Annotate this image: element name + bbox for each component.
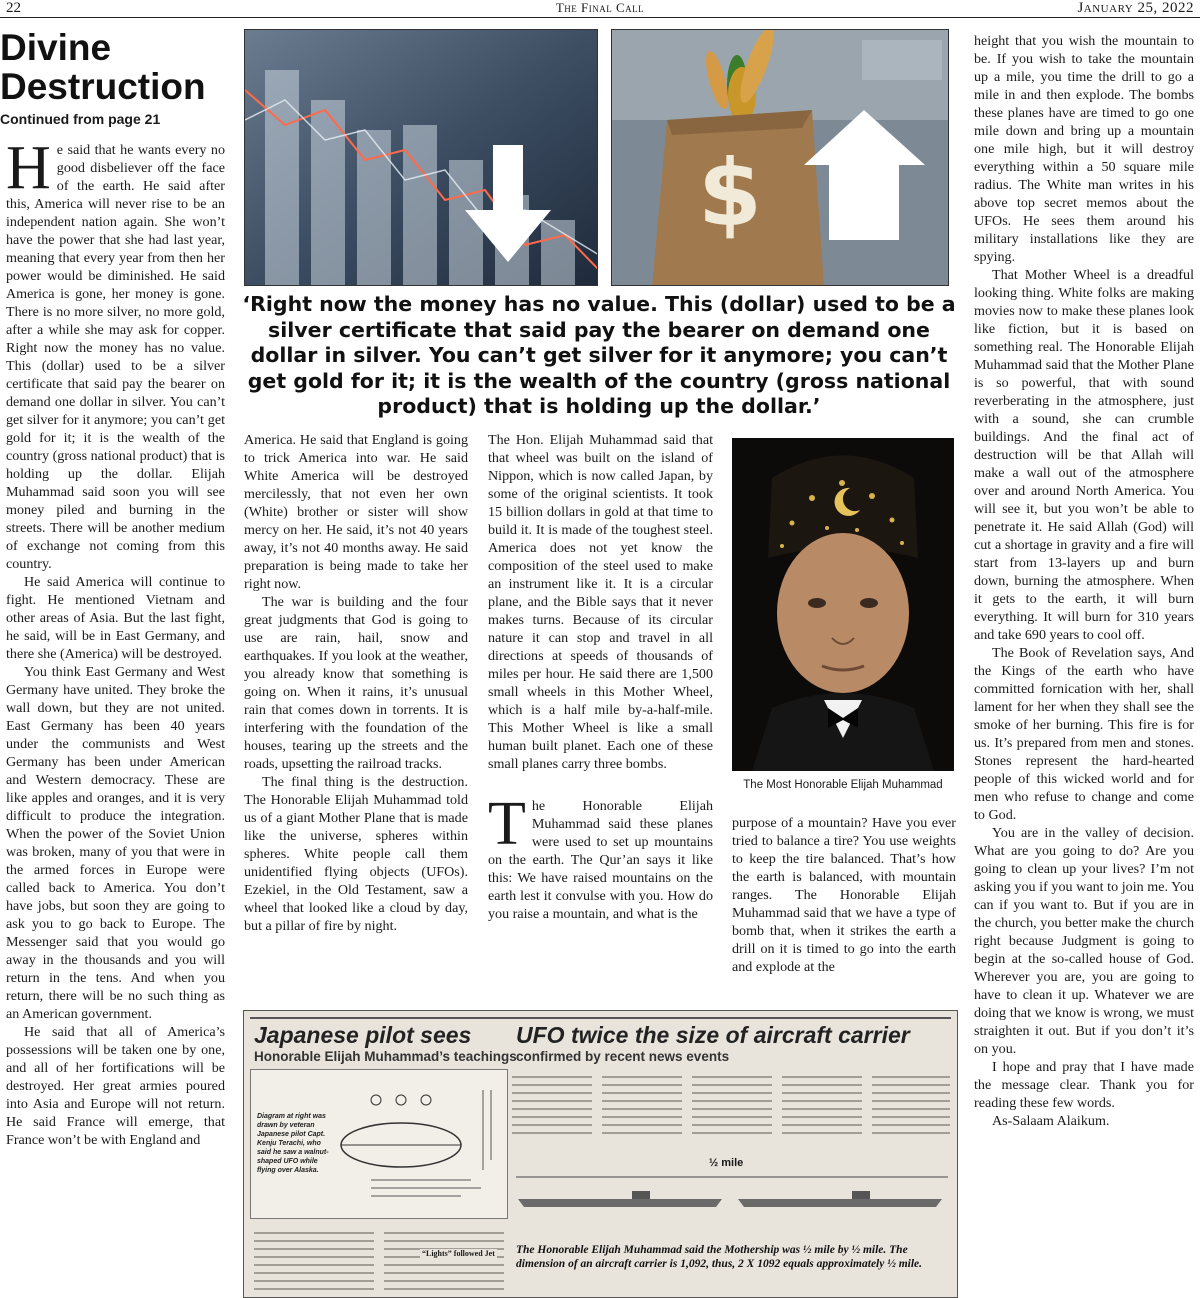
half-mile-label: ½ mile [709, 1157, 744, 1169]
dollar-sign: $ [697, 140, 763, 247]
col5-paragraph-6: As-Salaam Alaikum. [992, 1113, 1110, 1129]
newspaper-clipping-image [243, 1010, 958, 1298]
col2-paragraph-2: The war is building and the four great judgments that God is going to use are rain, hail, snow and earthquakes. If you look at the weather, you already know that something is going on. When it rains, it’s unusual rain that comes down in torrents. It is interfering with the foundation of the houses, tearing up the streets and the roads, upsetting the railroad tracks. [244, 594, 468, 772]
clipping-lower-left-text [250, 1223, 508, 1293]
clipping-subtitle-left: Honorable Elijah Muhammad’s teachings [254, 1049, 517, 1064]
drop-cap-t: T [488, 790, 526, 858]
article-column-2 [244, 431, 468, 991]
drop-cap-h: H [6, 141, 51, 202]
chart-illustration [245, 30, 598, 286]
col5-paragraph-2: That Mother Wheel is a dreadful looking thing. White folks are making movies now to make these planes look like fiction, but it is based on something real. The Honorable Elijah Muhammad said that the Mother Plane is so powerful, that with sound reverberating in the atmosphere, just with a sound, she can crumble buildings. And the final act of destruction will be that Allah will make a wall out of the atmosphere over and around North America. You will see it, but you won’t be able to penetrate it. He said Allah (God) will cut a shortage in gravity and a fire will start from 13-layers up and burn down, burning the atmosphere. When it gets to the earth, it will burn everything. It will burn for 310 years and take 690 years to cool off. [974, 267, 1194, 643]
clipping-subtitle-right: confirmed by recent news events [516, 1049, 730, 1064]
article-column-1 [6, 141, 225, 1296]
clipping-lower-lines [250, 1223, 508, 1293]
grocery-bag-image [611, 29, 949, 286]
col4-paragraph-1: purpose of a mountain? Have you ever tried to balance a tire? You use weights to keep the tire balanced. That’s how the earth is balanced, with mountain ranges. The Honorable Elijah Muhammad said that we have a type of bomb that, when it strikes the earth a drill on it is timed to go into the earth and explode at the [732, 815, 956, 975]
publication-name: The Final Call [555, 0, 645, 15]
page-number: 22 [6, 0, 21, 16]
diagram-caption: Diagram at right was drawn by veteran Japanese pilot Capt. Kenju Terachi, who said he saw a walnut-shaped UFO while flying over Alaska. [257, 1113, 329, 1174]
carriers-illustration [512, 1171, 952, 1217]
article-column-3 [488, 431, 713, 991]
col5-paragraph-1: height that you wish the mountain to be. If you wish to take the mountain up a mile, you time the drill to go a mile in and then explode. The bombs these planes have are timed to go one mile down and bring up a mountain one mile high, but it will destroy everything within a 50 square mile radius. The White man writes in his above top secret memos about the UFOs. He sees them around his military installations like they are spying. [974, 33, 1194, 265]
col5-paragraph-5: I hope and pray that I have made the message clear. Thank you for reading these few words. [974, 1059, 1194, 1111]
col5-paragraph-3: The Book of Revelation says, And the Kings of the earth who have committed fornication with her, shall lament for her when they shall see the smoke of her burning. This fire is for us. It’s prepared from men and stones. Stones represent the hard-hearted people of this wicked world and for men who refuse to change and come to God. [974, 645, 1194, 823]
photo-caption: The Most Honorable Elijah Muhammad [743, 779, 943, 791]
ufo-diagram-panel [250, 1069, 508, 1219]
pull-quote: ‘Right now the money has no value. This (dollar) used to be a silver certificate that said pay the bearer on demand one dollar in silver. You can’t get silver for it anymore; you can’t get gold for it; it is the wealth of the country (gross national product) that is holding up the dollar.’ [242, 292, 956, 418]
portrait-illustration [732, 438, 954, 771]
col3-paragraph-2: he Honorable Elijah Muhammad said these planes were used to set up mountains on the earth. The Qur’an says it like this: We have raised mountains on the earth lest it convulse with you. How do you raise a mountain, and what is the [488, 798, 713, 922]
continued-from: Continued from page 21 [0, 111, 161, 127]
article-headline: Divine Destruction [0, 27, 206, 107]
clipping-text-lines [512, 1069, 952, 1157]
lights-subhead: “Lights” followed Jet [422, 1249, 495, 1258]
aircraft-carriers-drawing [512, 1171, 952, 1217]
article-column-4 [732, 814, 956, 994]
clipping-title-right: UFO twice the size of aircraft carrier [516, 1022, 910, 1048]
grocery-illustration [612, 30, 949, 286]
clipping-title-left: Japanese pilot sees [254, 1022, 472, 1048]
col1-paragraph-1: e said that he wants every no good disbeliever off the face of the earth. He said after this, America will never rise to be an independent nation again. She won’t have the power that she had last year, meaning that every year from then her power would be diminished. He said America is gone, her money is gone. There is no more silver, no more gold, after a while she may ask for copper. Right now the money has no value. This (dollar) used to be a silver certificate that said pay the bearer on demand one dollar in silver. You can’t get silver for it anymore; you can’t get gold for it; it is the wealth of the country (gross national product) that is holding up the dollar. Elijah Muhammad said soon you will see money piled and burning in the streets. There will be another medium of exchange not coming from this country. [6, 142, 225, 572]
clipping-bottom-quote: The Honorable Elijah Muhammad said the Mothership was ½ mile by ½ mile. The dimension of an aircraft carrier is 1,092, thus, 2 X 1092 equals approximately ½ mile. [516, 1244, 923, 1270]
col1-paragraph-2: He said America will continue to fight. He mentioned Vietnam and other areas of Asia. But the last fight, he said, will be in East Germany, and there she (America) will be destroyed. [6, 574, 225, 662]
col2-paragraph-3: The final thing is the destruction. The Honorable Elijah Muhammad told us of a giant Mother Plane that is made like the universe, spheres within spheres. White people call them unidentified flying objects (UFOs). Ezekiel, in the Old Testament, saw a wheel that looked like a cloud by day, but a pillar of fire by night. [244, 774, 468, 934]
issue-date: January 25, 2022 [1077, 0, 1194, 16]
col3-paragraph-1: The Hon. Elijah Muhammad said that that wheel was built on the island of Nippon, which is now called Japan, by some of the original scientists. It took 15 billion dollars in gold at that time to build it. It is made of the toughest steel. America does not yet know the composition of the steel used to make an instrument like it. It is a circular plane, and the Bible says that it never makes turns. Because of its circular nature it can stop and travel in all directions at speeds of thousands of miles per hour. He said there are 1,500 small wheels in this Mother Wheel, which is a half mile by-a-half-mile. This Mother Wheel is like a small human built planet. Each one of these small planes carry three bombs. [488, 432, 713, 772]
col1-paragraph-3: You think East Germany and West Germany have united. They broke the wall down, but they are not united. East Germany has been 40 years under the communists and West Germany has been under American and Western democracy. These are like apples and oranges, and it is very difficult to produce the integration. When the power of the Soviet Union was broken, many of you that were in the armed forces in Europe were called back to America. You don’t have jobs, but soon they are going to ask you to go back to Europe. The Messenger said that you would go away in the thousands and you will return in the tens. And when you return, there will be no such thing as an American government. [6, 664, 225, 1022]
clipping-article-text [512, 1069, 952, 1157]
col1-paragraph-4: He said that all of America’s possessions will be taken one by one, and all of her fortifications will be destroyed. Her great armies poured into Asia and Europe will not return. He said France will emerge, that France won’t be with England and [6, 1024, 225, 1148]
col2-paragraph-1: America. He said that England is going to trick America into war. He said White America will be destroyed mercilessly, that not even her own (White) brother or sister will show mercy on her. He said, it’s not 40 years away, it’s not 40 months away. He said preparation is being made to take her right now. [244, 432, 468, 592]
portrait-photo [732, 438, 954, 771]
article-column-5 [974, 32, 1194, 1296]
falling-dollar-chart-image [244, 29, 598, 286]
col5-paragraph-4: You are in the valley of decision. What are you going to do? Are you going to clean up your lives? I’m not asking you if you want to join me. You can if you want to. But if you are in the church, you better make the church right because Judgment is going to begin at the so-called house of God. Wherever you are, you are going to have to clean it up. Whatever we are doing that we know is wrong, we must straighten it out. But if you don’t it’s on you. [974, 825, 1194, 1057]
